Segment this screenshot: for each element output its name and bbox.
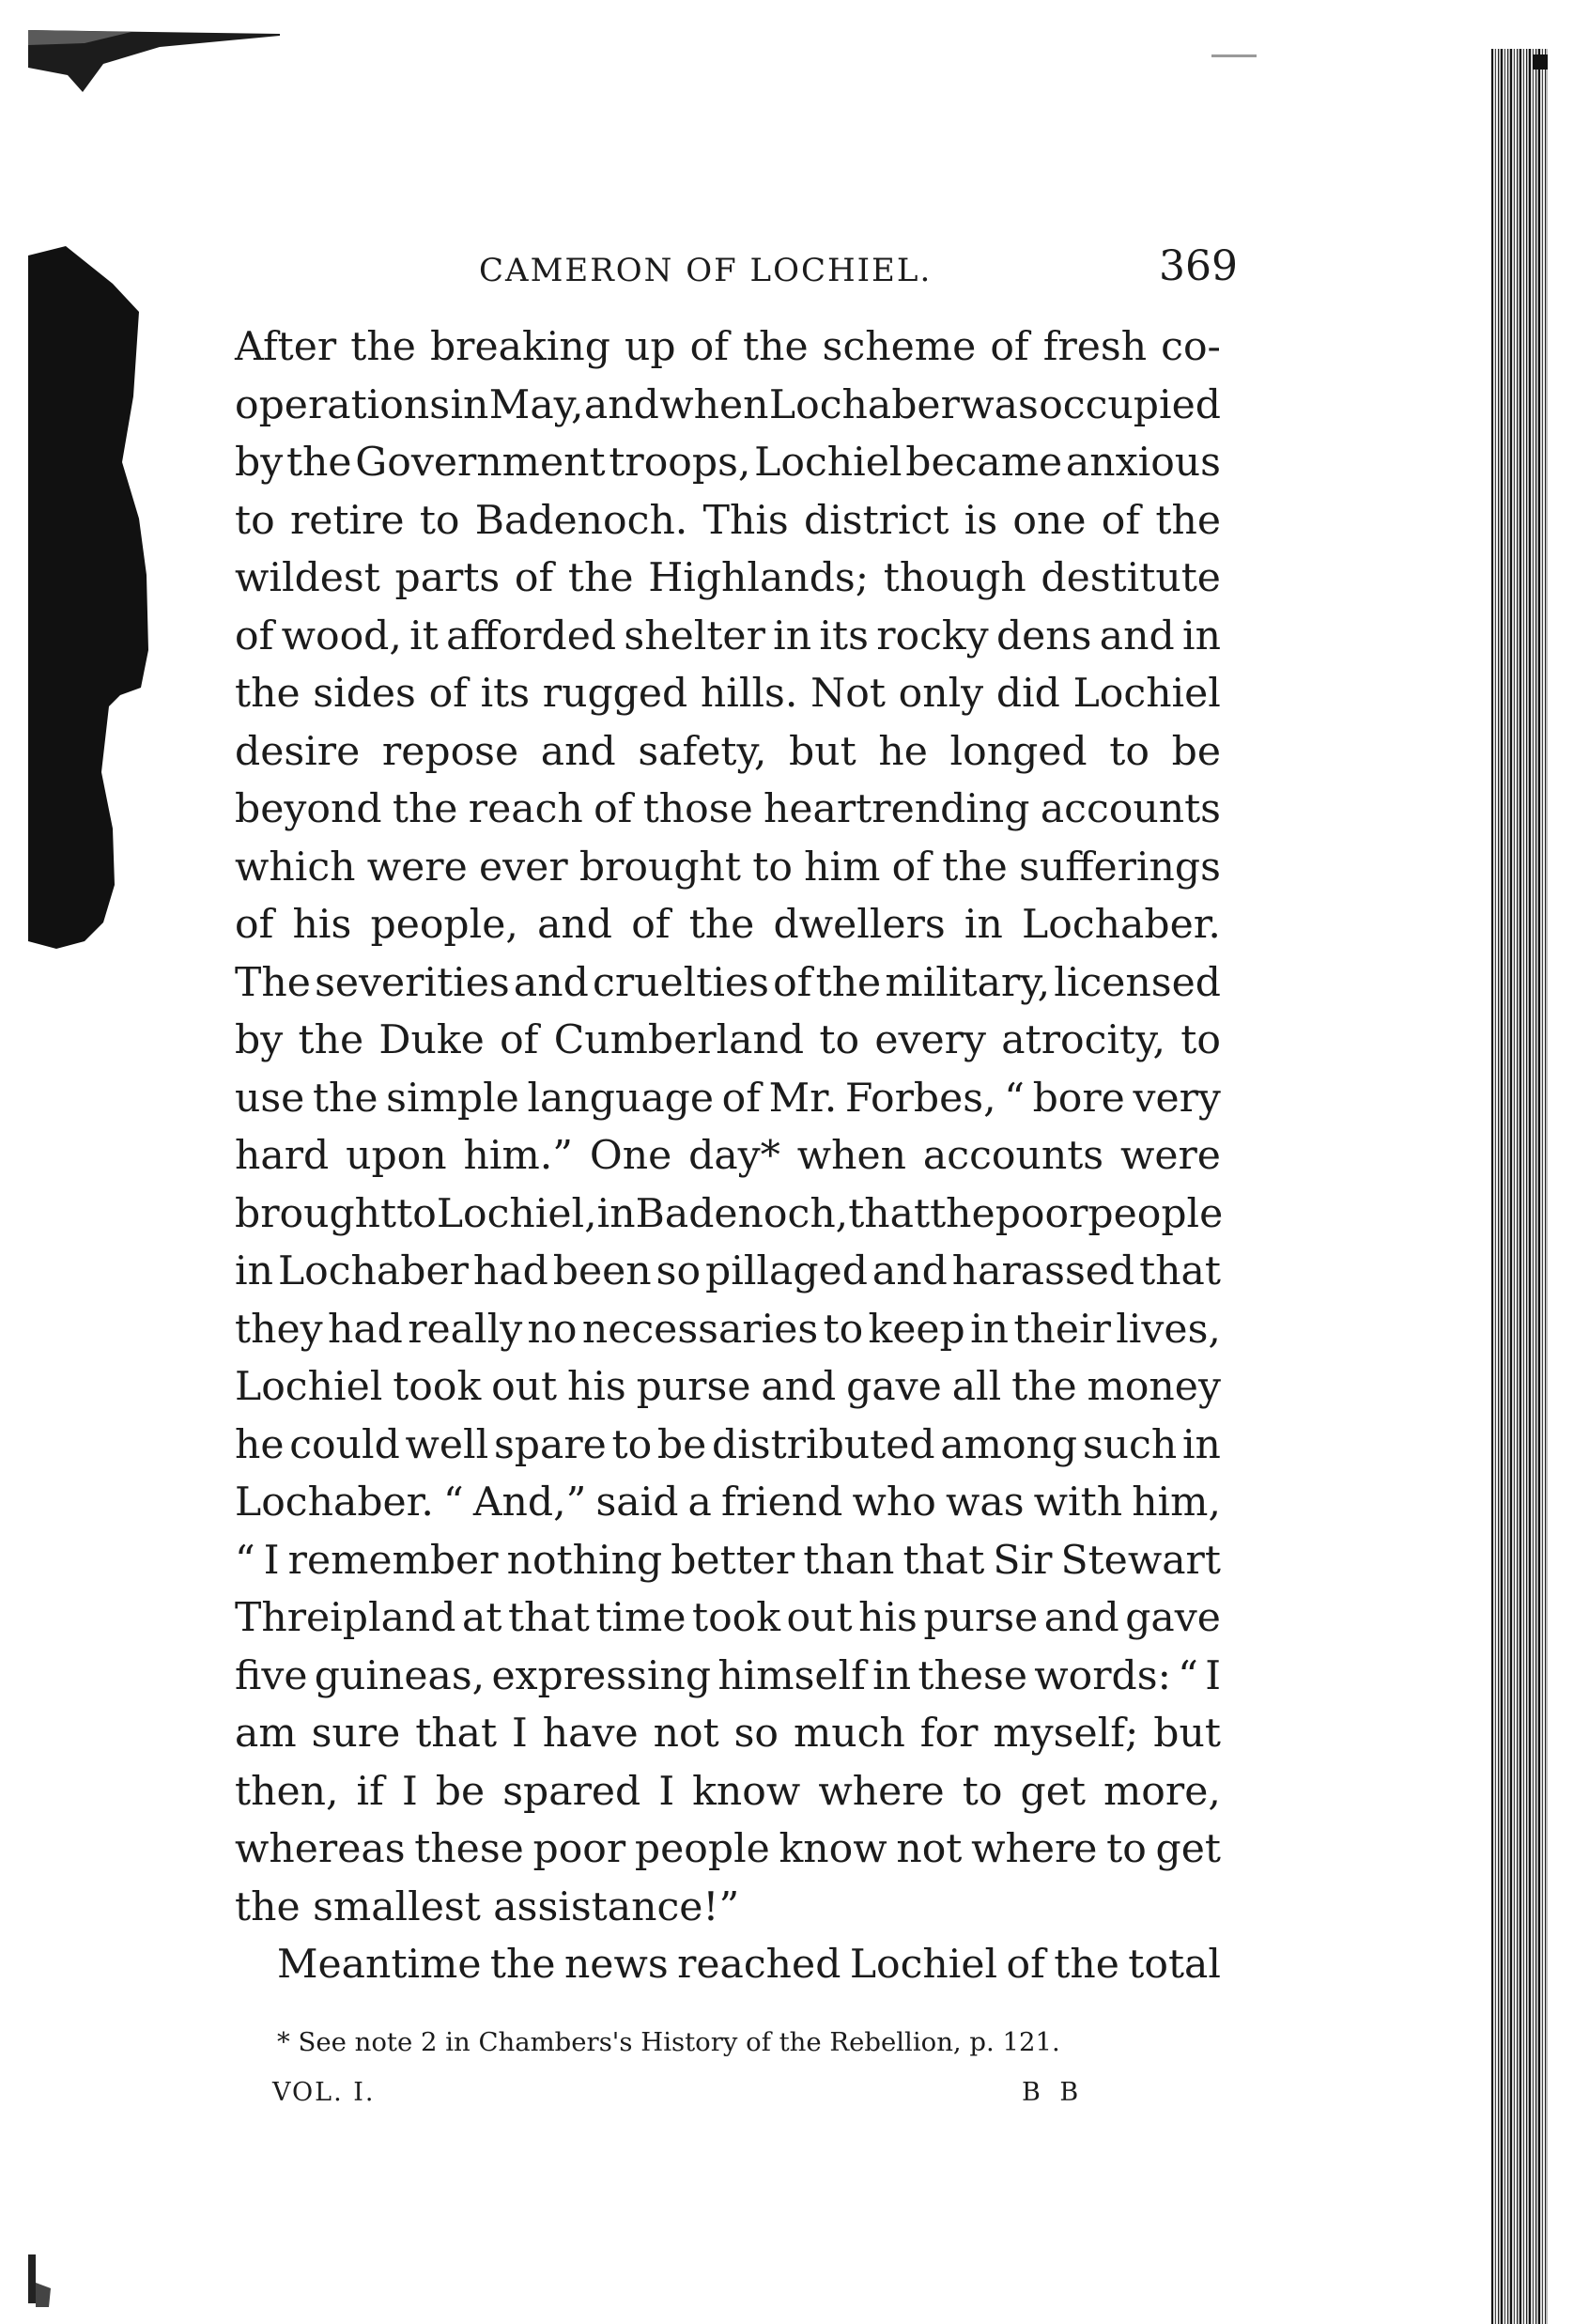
text-line: Meantime the news reached Lochiel of the total	[277, 1942, 1221, 1988]
text-line: Lochaber. “ And,” said a friend who was with him,	[235, 1480, 1221, 1526]
text-line: which were ever brought to him of the sufferings	[235, 844, 1221, 891]
text-line: Lochiel took out his purse and gave all the money	[235, 1364, 1221, 1410]
text-line: by the Duke of Cumberland to every atrocity, to	[235, 1017, 1221, 1063]
text-line: wildest parts of the Highlands; though destitute	[235, 555, 1221, 601]
running-head	[0, 242, 1589, 299]
text-line: “ I remember nothing better than that Sir Stewart	[235, 1537, 1221, 1584]
text-line: to retire to Badenoch. This district is one of the	[235, 497, 1221, 544]
page-number: 369	[1159, 242, 1238, 290]
body-text	[235, 318, 1224, 1994]
text-line: After the breaking up of the scheme of fresh co-	[235, 324, 1221, 370]
text-line: operations in May, and when Lochaber was occupied	[235, 381, 1221, 428]
volume-signature: VOL. I.	[272, 2078, 376, 2107]
text-line: he could well spare to be distributed among such in	[235, 1421, 1221, 1468]
text-line: by the Government troops, Lochiel became anxious	[235, 440, 1221, 486]
text-line: hard upon him.” One day* when accounts were	[235, 1133, 1221, 1179]
text-line: am sure that I have not so much for myself; but	[235, 1711, 1221, 1757]
scan-edge-shadow-top	[28, 26, 282, 94]
text-line: the sides of its rugged hills. Not only did Lochiel	[235, 671, 1221, 717]
book-spine-edge	[1491, 49, 1548, 2324]
text-line: five guineas, expressing himself in these words: “ I	[235, 1652, 1221, 1699]
text-line: Threipland at that time took out his purse and gave	[235, 1595, 1221, 1641]
footnote: * See note 2 in Chambers's History of the Rebellion, p. 121.	[277, 2027, 1060, 2057]
scan-edge-mark-bottom	[28, 2254, 56, 2311]
text-line: the smallest assistance!”	[235, 1883, 740, 1930]
text-line: then, if I be spared I know where to get more,	[235, 1768, 1221, 1815]
text-line: whereas these poor people know not where to get	[235, 1826, 1221, 1872]
text-line: they had really no necessaries to keep in their lives,	[235, 1306, 1221, 1353]
text-line: of his people, and of the dwellers in Lochaber.	[235, 902, 1221, 948]
sheet-signature-mark: B B	[1022, 2078, 1085, 2107]
text-line: desire repose and safety, but he longed to be	[235, 728, 1221, 775]
text-line: of wood, it afforded shelter in its rocky dens and in	[235, 612, 1221, 659]
text-line: use the simple language of Mr. Forbes, “ bore very	[235, 1075, 1221, 1122]
text-line: brought to Lochiel, in Badenoch, that the poor people	[235, 1190, 1224, 1237]
book-spine-cap	[1533, 54, 1548, 70]
text-line: The severities and cruelties of the military, licensed	[235, 959, 1221, 1006]
running-head-title: CAMERON OF LOCHIEL.	[479, 252, 933, 289]
scan-edge-shadow-left	[28, 246, 155, 949]
scan-mark-top	[1211, 54, 1257, 57]
text-line: beyond the reach of those heartrending accounts	[235, 786, 1221, 832]
text-line: in Lochaber had been so pillaged and harassed that	[235, 1248, 1221, 1294]
